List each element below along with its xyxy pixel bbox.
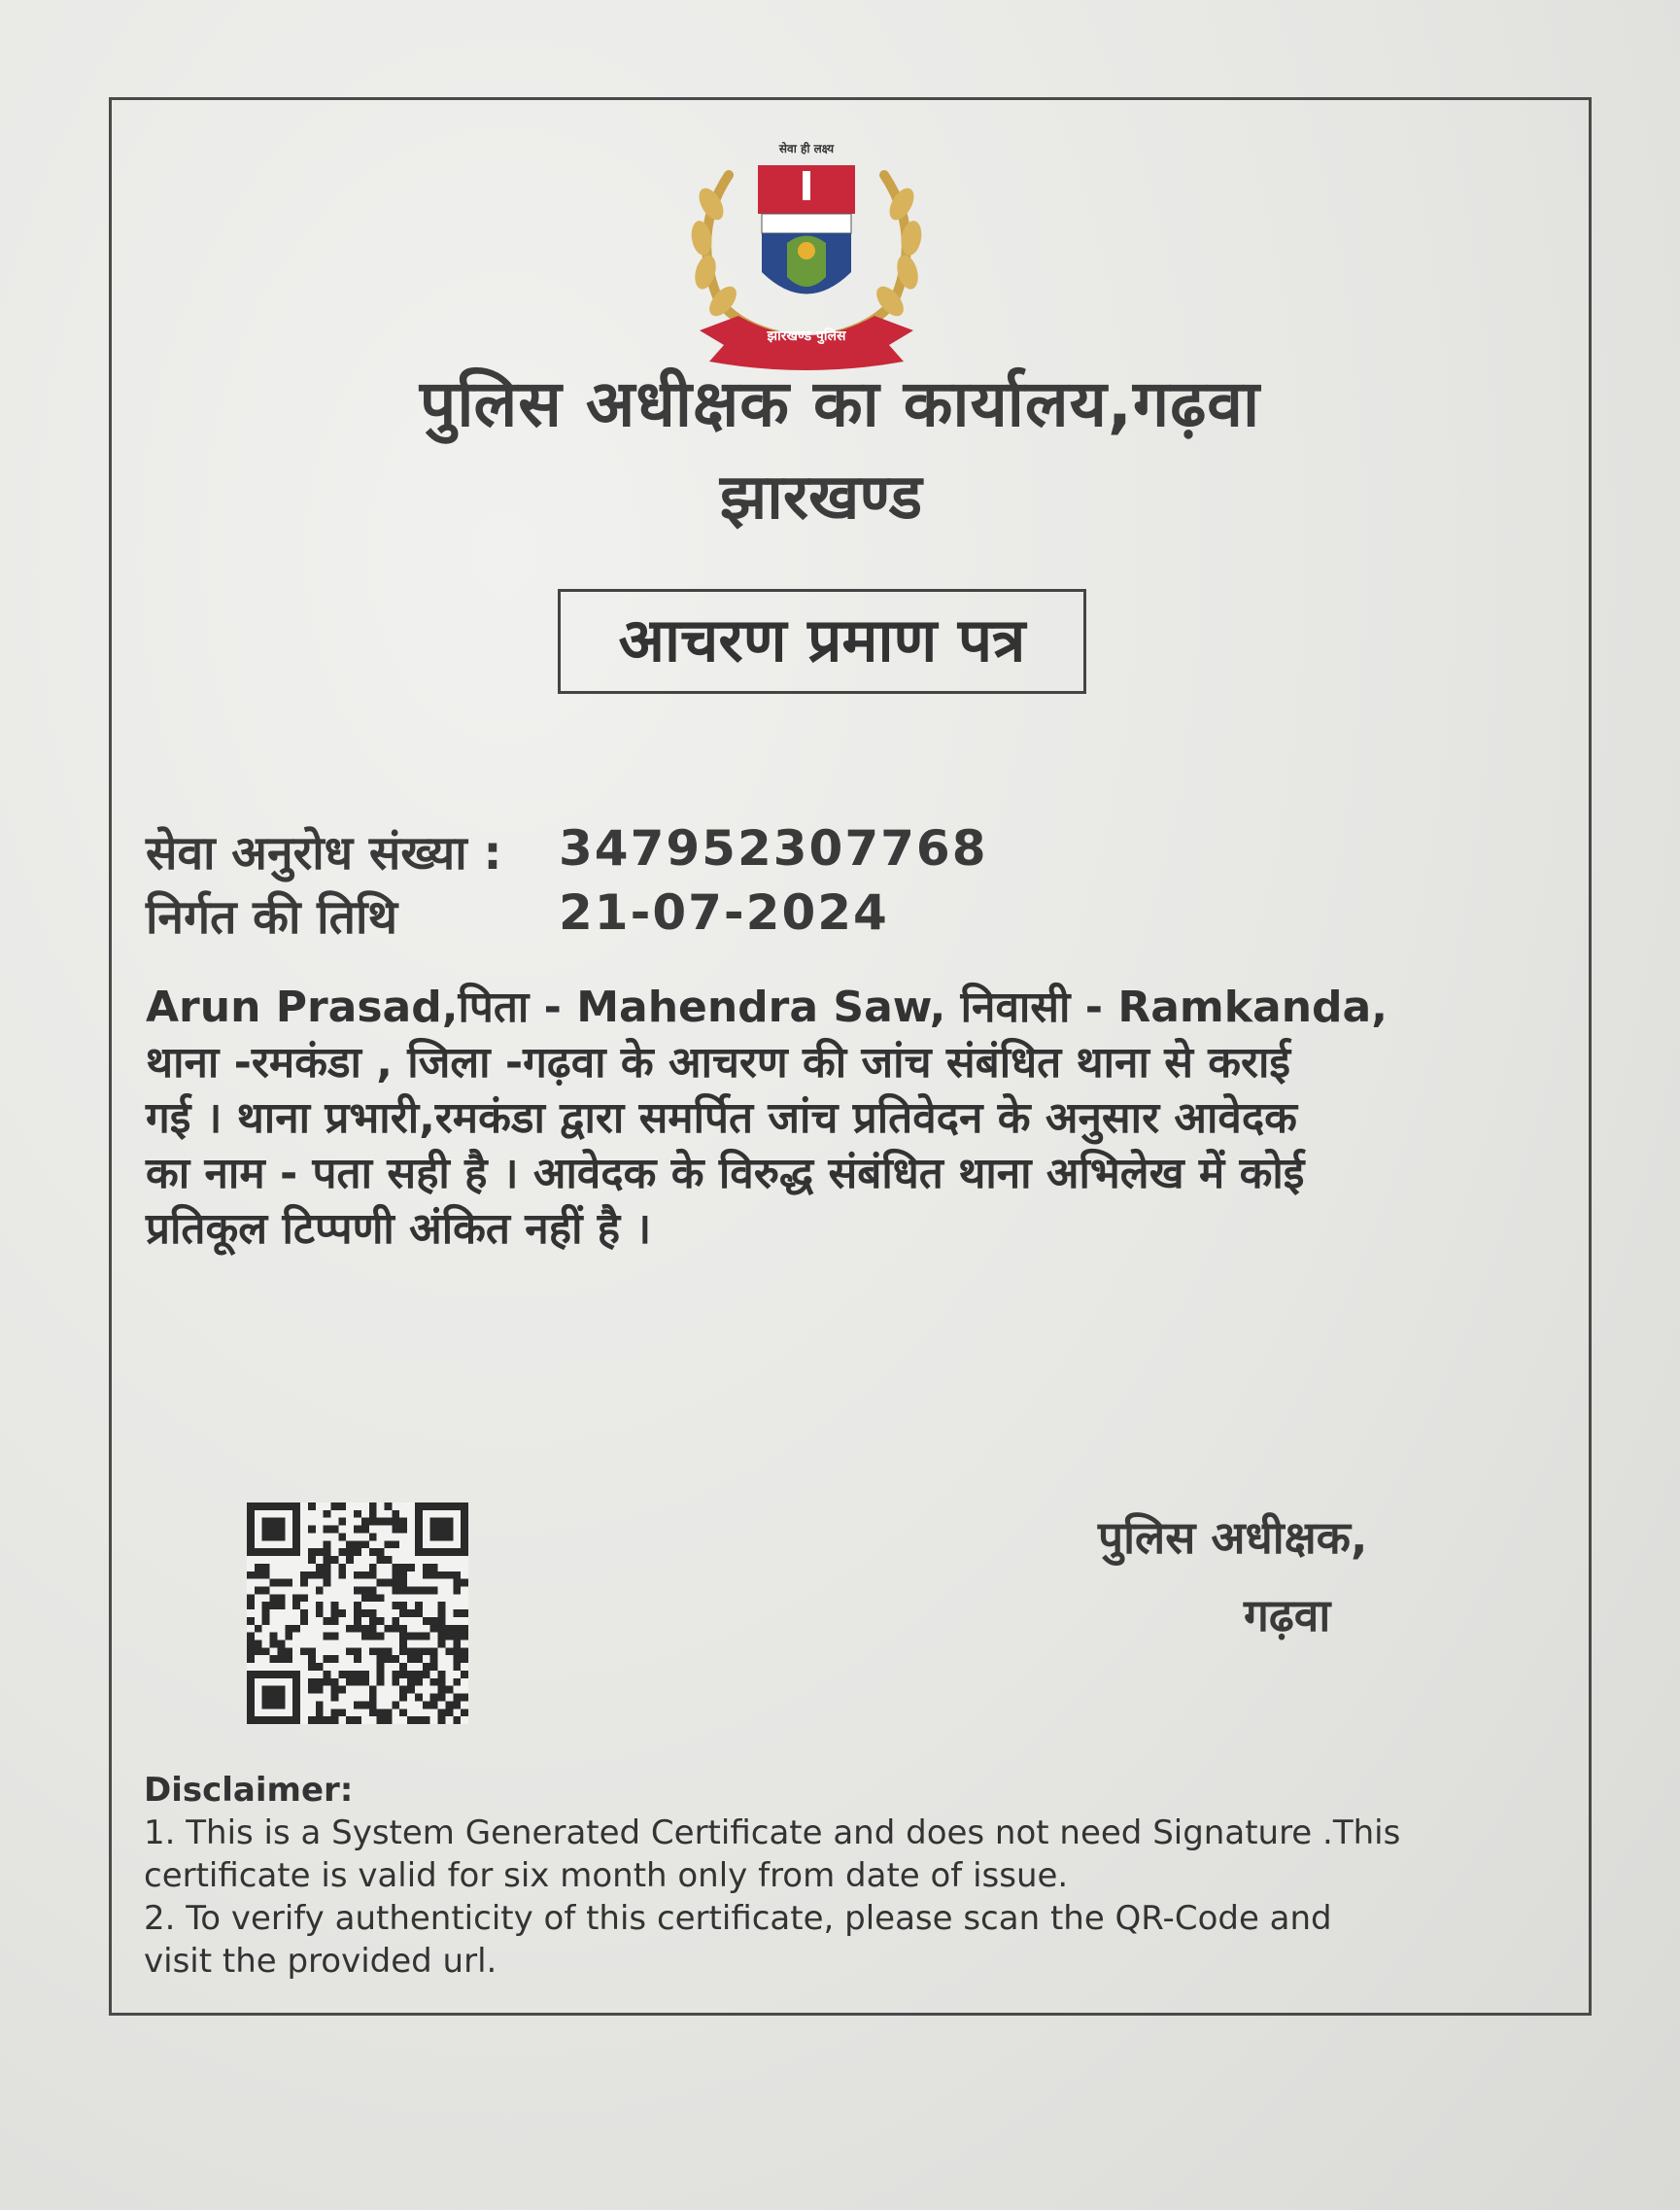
body-line: गई । थाना प्रभारी,रमकंडा द्वारा समर्पित जांच प्रतिवेदन के अनुसार आवेदक bbox=[146, 1093, 1297, 1143]
disclaimer-line: visit the provided url. bbox=[144, 1942, 497, 1981]
disclaimer-heading: Disclaimer: bbox=[144, 1771, 354, 1810]
signatory-place: गढ़वा bbox=[1244, 1589, 1331, 1641]
disclaimer-text bbox=[144, 1812, 1524, 1983]
issue-date: 21-07-2024 bbox=[559, 884, 889, 941]
body-line: थाना -रमकंडा , जिला -गढ़वा के आचरण की जांच संबंधित थाना से कराई bbox=[146, 1038, 1291, 1088]
body-line: प्रतिकूल टिप्पणी अंकित नहीं है । bbox=[146, 1204, 652, 1254]
body-line: Arun Prasad,पिता - Mahendra Saw, निवासी - Ramkanda, bbox=[146, 983, 1388, 1032]
issue-date-label: निर्गत की तिथि bbox=[146, 890, 398, 945]
disclaimer-line: 1. This is a System Generated Certificate and does not need Signature .This bbox=[144, 1813, 1401, 1852]
qr-code[interactable] bbox=[247, 1502, 468, 1724]
disclaimer-line: 2. To verify authenticity of this certificate, please scan the QR-Code and bbox=[144, 1899, 1332, 1938]
disclaimer-line: certificate is valid for six month only from date of issue. bbox=[144, 1856, 1069, 1895]
signatory-designation: पुलिस अधीक्षक, bbox=[1098, 1511, 1368, 1564]
certificate-body bbox=[146, 980, 1555, 1257]
body-line: का नाम - पता सही है । आवेदक के विरुद्ध संबंधित थाना अभिलेख में कोई bbox=[146, 1149, 1305, 1198]
emblem-ribbon-text: झारखण्ड पुलिस bbox=[767, 328, 846, 344]
state-title: झारखण्ड bbox=[719, 462, 923, 534]
certificate-title: आचरण प्रमाण पत्र bbox=[558, 589, 1086, 694]
request-number: 347952307768 bbox=[559, 820, 988, 877]
emblem-motto: सेवा ही लक्ष्य bbox=[778, 142, 835, 155]
request-number-label: सेवा अनुरोध संख्या : bbox=[146, 826, 502, 881]
office-title: पुलिस अधीक्षक का कार्यालय,गढ़वा bbox=[419, 366, 1261, 441]
